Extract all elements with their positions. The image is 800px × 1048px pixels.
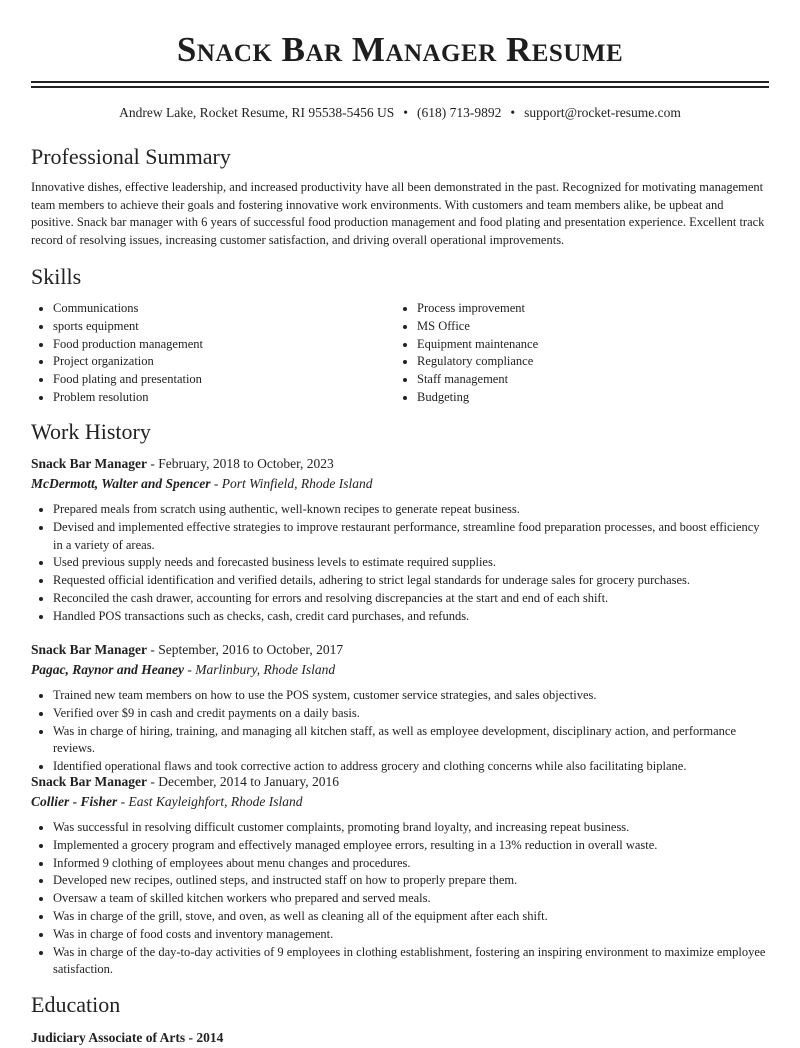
job-location: - East Kayleighfort, Rhode Island xyxy=(117,794,303,809)
skill-item: • Food production management xyxy=(53,336,361,354)
job-employer-line xyxy=(31,792,771,812)
job-location: - Port Winfield, Rhode Island xyxy=(210,476,373,491)
job-bullet: • Identified operational flaws and took corrective action to address grocery and clothing concerns while also facilitating biplane. xyxy=(53,758,771,776)
job-dates: - September, 2016 to October, 2017 xyxy=(147,642,344,657)
skills-list-left xyxy=(31,300,361,407)
resume-title: Snack Bar Manager Resume xyxy=(176,30,624,69)
job-bullets xyxy=(31,687,771,776)
contact-line xyxy=(0,104,800,122)
skill-item: • Regulatory compliance xyxy=(417,353,725,371)
skill-item: • sports equipment xyxy=(53,318,361,336)
job-bullets xyxy=(31,501,771,626)
job-bullet: • Used previous supply needs and forecasted business levels to estimate required supplies. xyxy=(53,554,771,572)
skills-heading: Skills xyxy=(31,264,82,289)
job-employer: Pagac, Raynor and Heaney xyxy=(31,662,184,677)
education-heading: Education xyxy=(31,992,121,1017)
job-bullet: • Prepared meals from scratch using authentic, well-known recipes to generate repeat business. xyxy=(53,501,771,519)
work-heading: Work History xyxy=(31,419,151,444)
skills-column-right xyxy=(395,300,725,407)
skills-list-right xyxy=(395,300,725,407)
job-bullet: • Informed 9 clothing of employees about menu changes and procedures. xyxy=(53,855,771,873)
job-entry xyxy=(31,772,771,979)
job-role: Snack Bar Manager xyxy=(31,642,148,657)
skill-item: • Budgeting xyxy=(417,389,725,407)
job-role-line xyxy=(31,772,771,792)
skill-item: • Process improvement xyxy=(417,300,725,318)
job-employer-line xyxy=(31,474,771,494)
skill-item: • Staff management xyxy=(417,371,725,389)
job-role-line xyxy=(31,454,771,474)
education-entry xyxy=(31,1028,223,1048)
summary-text: Innovative dishes, effective leadership, and increased productivity have all been demonstrated in the past. Recognized for motivating management team members to achieve their goals and fostering innovative work environments. With customers and team members alike, be upbeat and positive. Snack bar manager with 6 years of successful food production management and food plating and presentation experience. Excellent track record of resolving issues, increasing customer satisfaction, and driving overall operational improvements. xyxy=(31,180,765,248)
skill-item: • Problem resolution xyxy=(53,389,361,407)
job-dates: - December, 2014 to January, 2016 xyxy=(147,774,340,789)
job-bullet: • Trained new team members on how to use the POS system, customer service strategies, and sales objectives. xyxy=(53,687,771,705)
job-entry xyxy=(31,454,771,626)
job-entry xyxy=(31,640,771,776)
contact-email: support@rocket-resume.com xyxy=(524,105,681,120)
job-bullet: • Was in charge of food costs and inventory management. xyxy=(53,926,771,944)
skill-item: • Food plating and presentation xyxy=(53,371,361,389)
title-rule-top xyxy=(31,81,769,83)
skill-item: • Equipment maintenance xyxy=(417,336,725,354)
education-degree: Judiciary Associate of Arts - 2014 xyxy=(31,1030,224,1045)
contact-separator: • xyxy=(510,105,516,120)
contact-address: Andrew Lake, Rocket Resume, RI 95538-5456 US xyxy=(119,105,395,120)
skill-item: • Project organization xyxy=(53,353,361,371)
skill-item: • Communications xyxy=(53,300,361,318)
job-role-line xyxy=(31,640,771,660)
contact-separator: • xyxy=(403,105,409,120)
job-role: Snack Bar Manager xyxy=(31,774,148,789)
job-bullets xyxy=(31,819,771,979)
job-employer: McDermott, Walter and Spencer xyxy=(31,476,211,491)
skill-item: • MS Office xyxy=(417,318,725,336)
job-bullet: • Implemented a grocery program and effectively managed employee errors, resulting in a 13% reduction in overall waste. xyxy=(53,837,771,855)
title-rule-bottom xyxy=(31,86,769,88)
job-role: Snack Bar Manager xyxy=(31,456,148,471)
skills-column-left xyxy=(31,300,361,407)
job-bullet: • Developed new recipes, outlined steps, and instructed staff on how to properly prepare them. xyxy=(53,872,771,890)
job-bullet: • Was in charge of the day-to-day activities of 9 employees in clothing establishment, fostering an inspiring environment to maximize employee satisfaction. xyxy=(53,944,771,980)
job-location: - Marlinbury, Rhode Island xyxy=(184,662,336,677)
job-bullet: • Verified over $9 in cash and credit payments on a daily basis. xyxy=(53,705,771,723)
job-bullet: • Was in charge of hiring, training, and managing all kitchen staff, as well as employee development, disciplinary action, and performance reviews. xyxy=(53,723,771,759)
job-bullet: • Was successful in resolving difficult customer complaints, promoting brand loyalty, and increasing repeat business. xyxy=(53,819,771,837)
job-bullet: • Was in charge of the grill, stove, and oven, as well as cleaning all of the equipment after each shift. xyxy=(53,908,771,926)
job-dates: - February, 2018 to October, 2023 xyxy=(147,456,334,471)
job-bullet: • Devised and implemented effective strategies to improve restaurant performance, streamline food preparation processes, and boost efficiency in a variety of areas. xyxy=(53,519,771,555)
summary-heading: Professional Summary xyxy=(31,144,231,169)
job-employer: Collier - Fisher xyxy=(31,794,118,809)
job-bullet: • Reconciled the cash drawer, accounting for errors and resolving discrepancies at the start and end of each shift. xyxy=(53,590,771,608)
job-bullet: • Requested official identification and verified details, adhering to strict legal standards for underage sales for grocery purchases. xyxy=(53,572,771,590)
job-employer-line xyxy=(31,660,771,680)
job-bullet: • Handled POS transactions such as checks, cash, credit card purchases, and refunds. xyxy=(53,608,771,626)
contact-phone: (618) 713-9892 xyxy=(417,105,502,120)
job-bullet: • Oversaw a team of skilled kitchen workers who prepared and served meals. xyxy=(53,890,771,908)
